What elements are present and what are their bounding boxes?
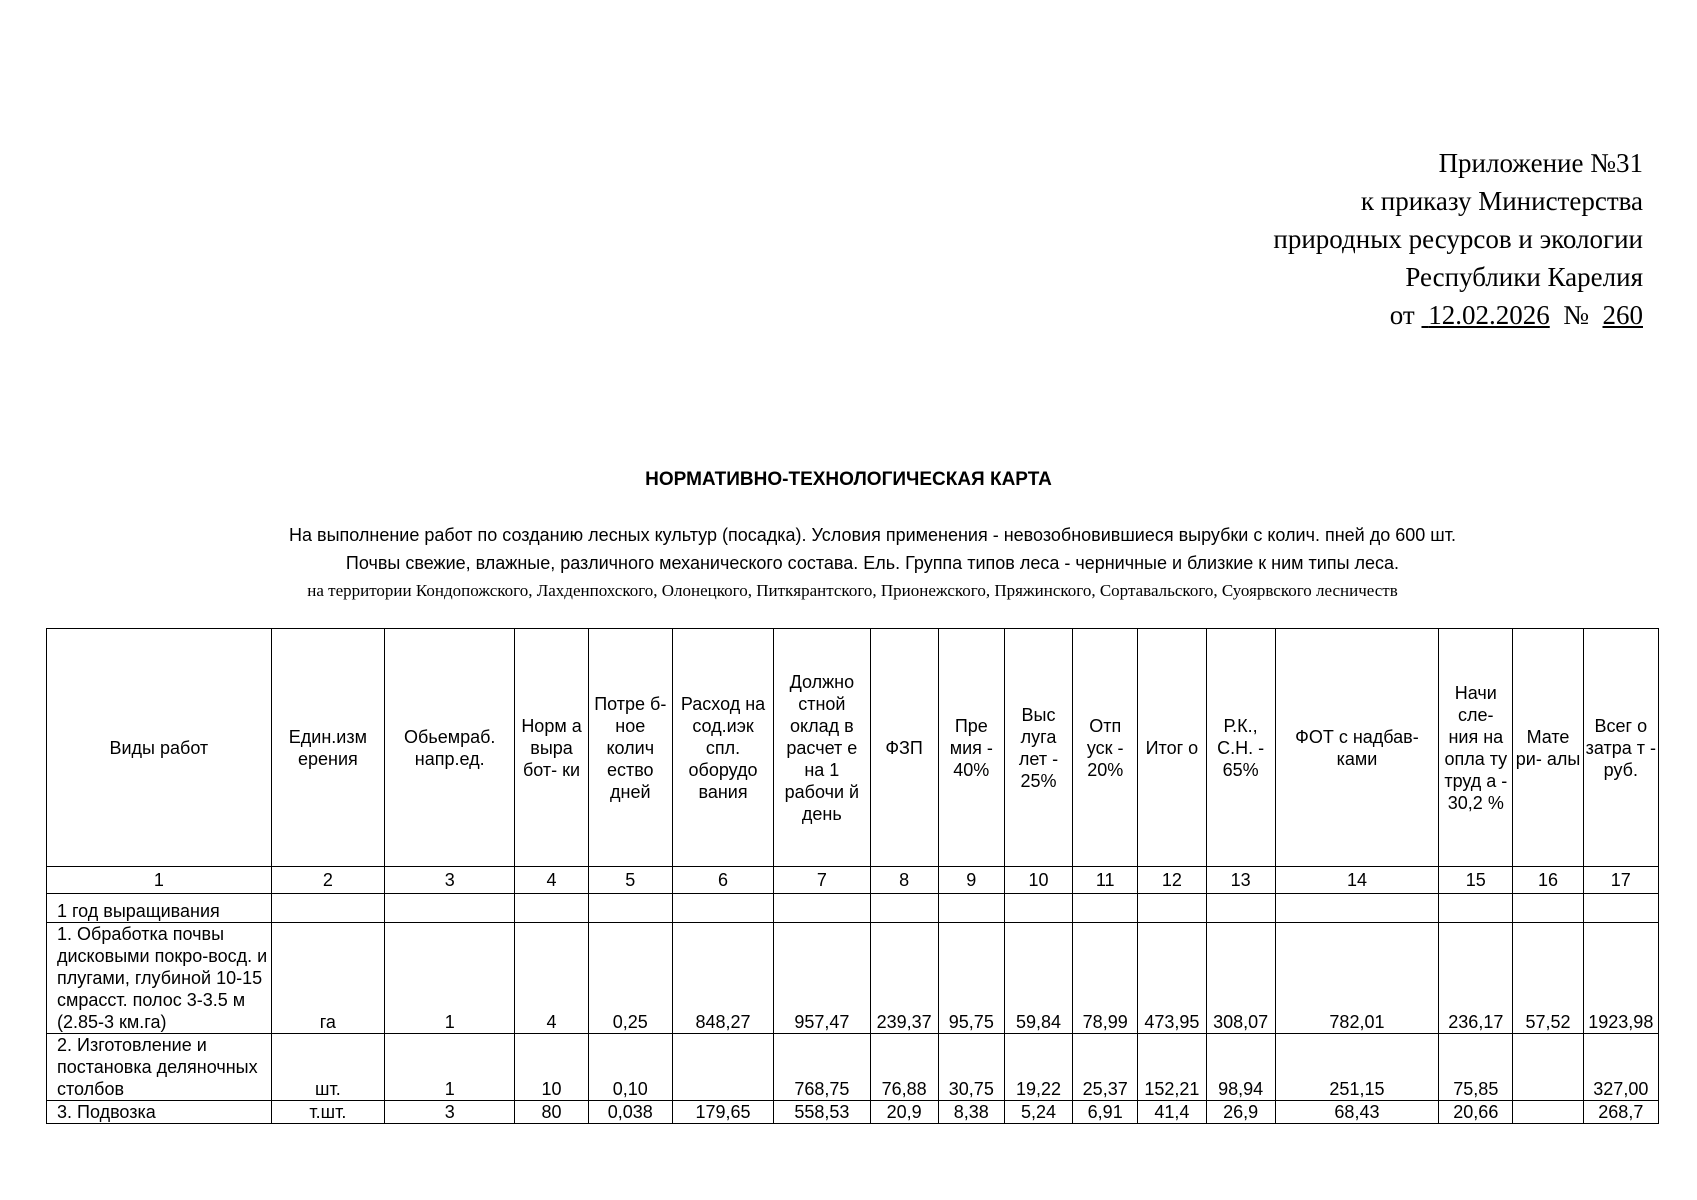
vacation-cell: 78,99 [1073,923,1138,1034]
header-cell: Выс луга лет - 25% [1004,629,1072,867]
salary-cell: 957,47 [774,923,870,1034]
header-cell: Норм а выра бот- ки [515,629,588,867]
header-cell: Расход на сод.иэк спл. оборудо вания [672,629,773,867]
approval-line-ministry: природных ресурсов и экологии [1273,224,1643,254]
table-row [47,923,1659,1034]
work-name: 2. Изготовление и постановка деляночных столбов [47,1034,272,1101]
column-number: 10 [1004,867,1072,894]
column-number: 14 [1275,867,1439,894]
fot-cell: 68,43 [1275,1101,1439,1124]
description-line-1: На выполнение работ по созданию лесных культур (посадка). Условия применения - невозобновившиеся вырубки с колич. пней до 600 шт. [289,525,1456,545]
header-row [47,629,1659,867]
all-costs-cell: 1923,98 [1583,923,1658,1034]
materials-cell [1513,1101,1583,1124]
column-number: 2 [271,867,384,894]
seniority-cell: 59,84 [1004,923,1072,1034]
table-row [47,1034,1659,1101]
description-line-2: Почвы свежие, влажные, различного механического состава. Ель. Группа типов леса - черничные и близкие к ним типы леса. [345,553,1400,573]
norm-cell: 80 [515,1101,588,1124]
header-cell: Един.изм ерения [271,629,384,867]
salary-cell: 558,53 [774,1101,870,1124]
volume-cell: 1 [385,1034,515,1101]
column-number: 11 [1073,867,1138,894]
column-number: 13 [1206,867,1275,894]
header-cell: Мате ри- алы [1513,629,1583,867]
vacation-cell: 25,37 [1073,1034,1138,1101]
work-name: 1. Обработка почвы дисковыми покро-восд. и плугами, глубиной 10-15 смрасст. полос 3-3.5 м (2.85-3 км.га) [47,923,272,1034]
accruals-cell: 20,66 [1439,1101,1513,1124]
bonus-cell: 95,75 [938,923,1004,1034]
header-cell: Пре мия - 40% [938,629,1004,867]
header-cell: Виды работ [47,629,272,867]
document-title: НОРМАТИВНО-ТЕХНОЛОГИЧЕСКАЯ КАРТА [645,469,1052,490]
table-row [47,1101,1659,1124]
column-number: 6 [672,867,773,894]
days-cell: 0,10 [588,1034,672,1101]
column-number: 3 [385,867,515,894]
header-cell: Всег о затра т - руб. [1583,629,1658,867]
total-cell: 473,95 [1138,923,1206,1034]
fzp-cell: 76,88 [870,1034,938,1101]
days-cell: 0,038 [588,1101,672,1124]
column-number-row [47,867,1659,894]
header-cell: Должно стной оклад в расчет е на 1 рабочи й день [774,629,870,867]
from-label: от [1389,300,1415,330]
order-number: 260 [1602,300,1643,330]
days-cell: 0,25 [588,923,672,1034]
section-row [47,894,1659,923]
description-line-3: на территории Кондопожского, Лахденпохского, Олонецкого, Питкярантского, Прионежского, Пряжинского, Сортавальского, Суоярвского лесничеств [307,581,1398,600]
rk-cell: 308,07 [1206,923,1275,1034]
salary-cell: 768,75 [774,1034,870,1101]
all-costs-cell: 327,00 [1583,1034,1658,1101]
equipment-cell [672,1034,773,1101]
rk-cell: 98,94 [1206,1034,1275,1101]
equipment-cell: 848,27 [672,923,773,1034]
all-costs-cell: 268,7 [1583,1101,1658,1124]
header-cell: ФОТ с надбав- ками [1275,629,1439,867]
header-cell: ФЗП [870,629,938,867]
accruals-cell: 236,17 [1439,923,1513,1034]
materials-cell: 57,52 [1513,923,1583,1034]
norm-cell: 10 [515,1034,588,1101]
seniority-cell: 5,24 [1004,1101,1072,1124]
fot-cell: 251,15 [1275,1034,1439,1101]
fzp-cell: 239,37 [870,923,938,1034]
tech-map-table [46,628,1659,1124]
column-number: 9 [938,867,1004,894]
total-cell: 41,4 [1138,1101,1206,1124]
column-number: 16 [1513,867,1583,894]
volume-cell: 1 [385,923,515,1034]
bonus-cell: 30,75 [938,1034,1004,1101]
total-cell: 152,21 [1138,1034,1206,1101]
column-number: 5 [588,867,672,894]
header-cell: Обьемраб. напр.ед. [385,629,515,867]
column-number: 8 [870,867,938,894]
approval-line-republic: Республики Карелия [1405,262,1643,292]
column-number: 12 [1138,867,1206,894]
column-number: 7 [774,867,870,894]
rk-cell: 26,9 [1206,1101,1275,1124]
vacation-cell: 6,91 [1073,1101,1138,1124]
approval-block [1273,144,1643,334]
approval-line-date [1273,296,1643,334]
unit-cell: шт. [271,1034,384,1101]
approval-line-appendix: Приложение №31 [1438,148,1643,178]
column-number: 1 [47,867,272,894]
number-label: № [1563,300,1589,330]
materials-cell [1513,1034,1583,1101]
section-label: 1 год выращивания [47,894,272,923]
unit-cell: га [271,923,384,1034]
approval-line-order: к приказу Министерства [1360,186,1643,216]
norm-cell: 4 [515,923,588,1034]
fot-cell: 782,01 [1275,923,1439,1034]
header-cell: Начи сле- ния на опла ту труд а - 30,2 % [1439,629,1513,867]
fzp-cell: 20,9 [870,1101,938,1124]
work-name: 3. Подвозка [47,1101,272,1124]
equipment-cell: 179,65 [672,1101,773,1124]
header-cell: Потре б-ное колич ество дней [588,629,672,867]
header-cell: Р.К., С.Н. - 65% [1206,629,1275,867]
header-cell: Итог о [1138,629,1206,867]
seniority-cell: 19,22 [1004,1034,1072,1101]
volume-cell: 3 [385,1101,515,1124]
header-cell: Отп уск - 20% [1073,629,1138,867]
unit-cell: т.шт. [271,1101,384,1124]
column-number: 17 [1583,867,1658,894]
accruals-cell: 75,85 [1439,1034,1513,1101]
bonus-cell: 8,38 [938,1101,1004,1124]
column-number: 4 [515,867,588,894]
order-date: 12.02.2026 [1428,300,1550,330]
column-number: 15 [1439,867,1513,894]
